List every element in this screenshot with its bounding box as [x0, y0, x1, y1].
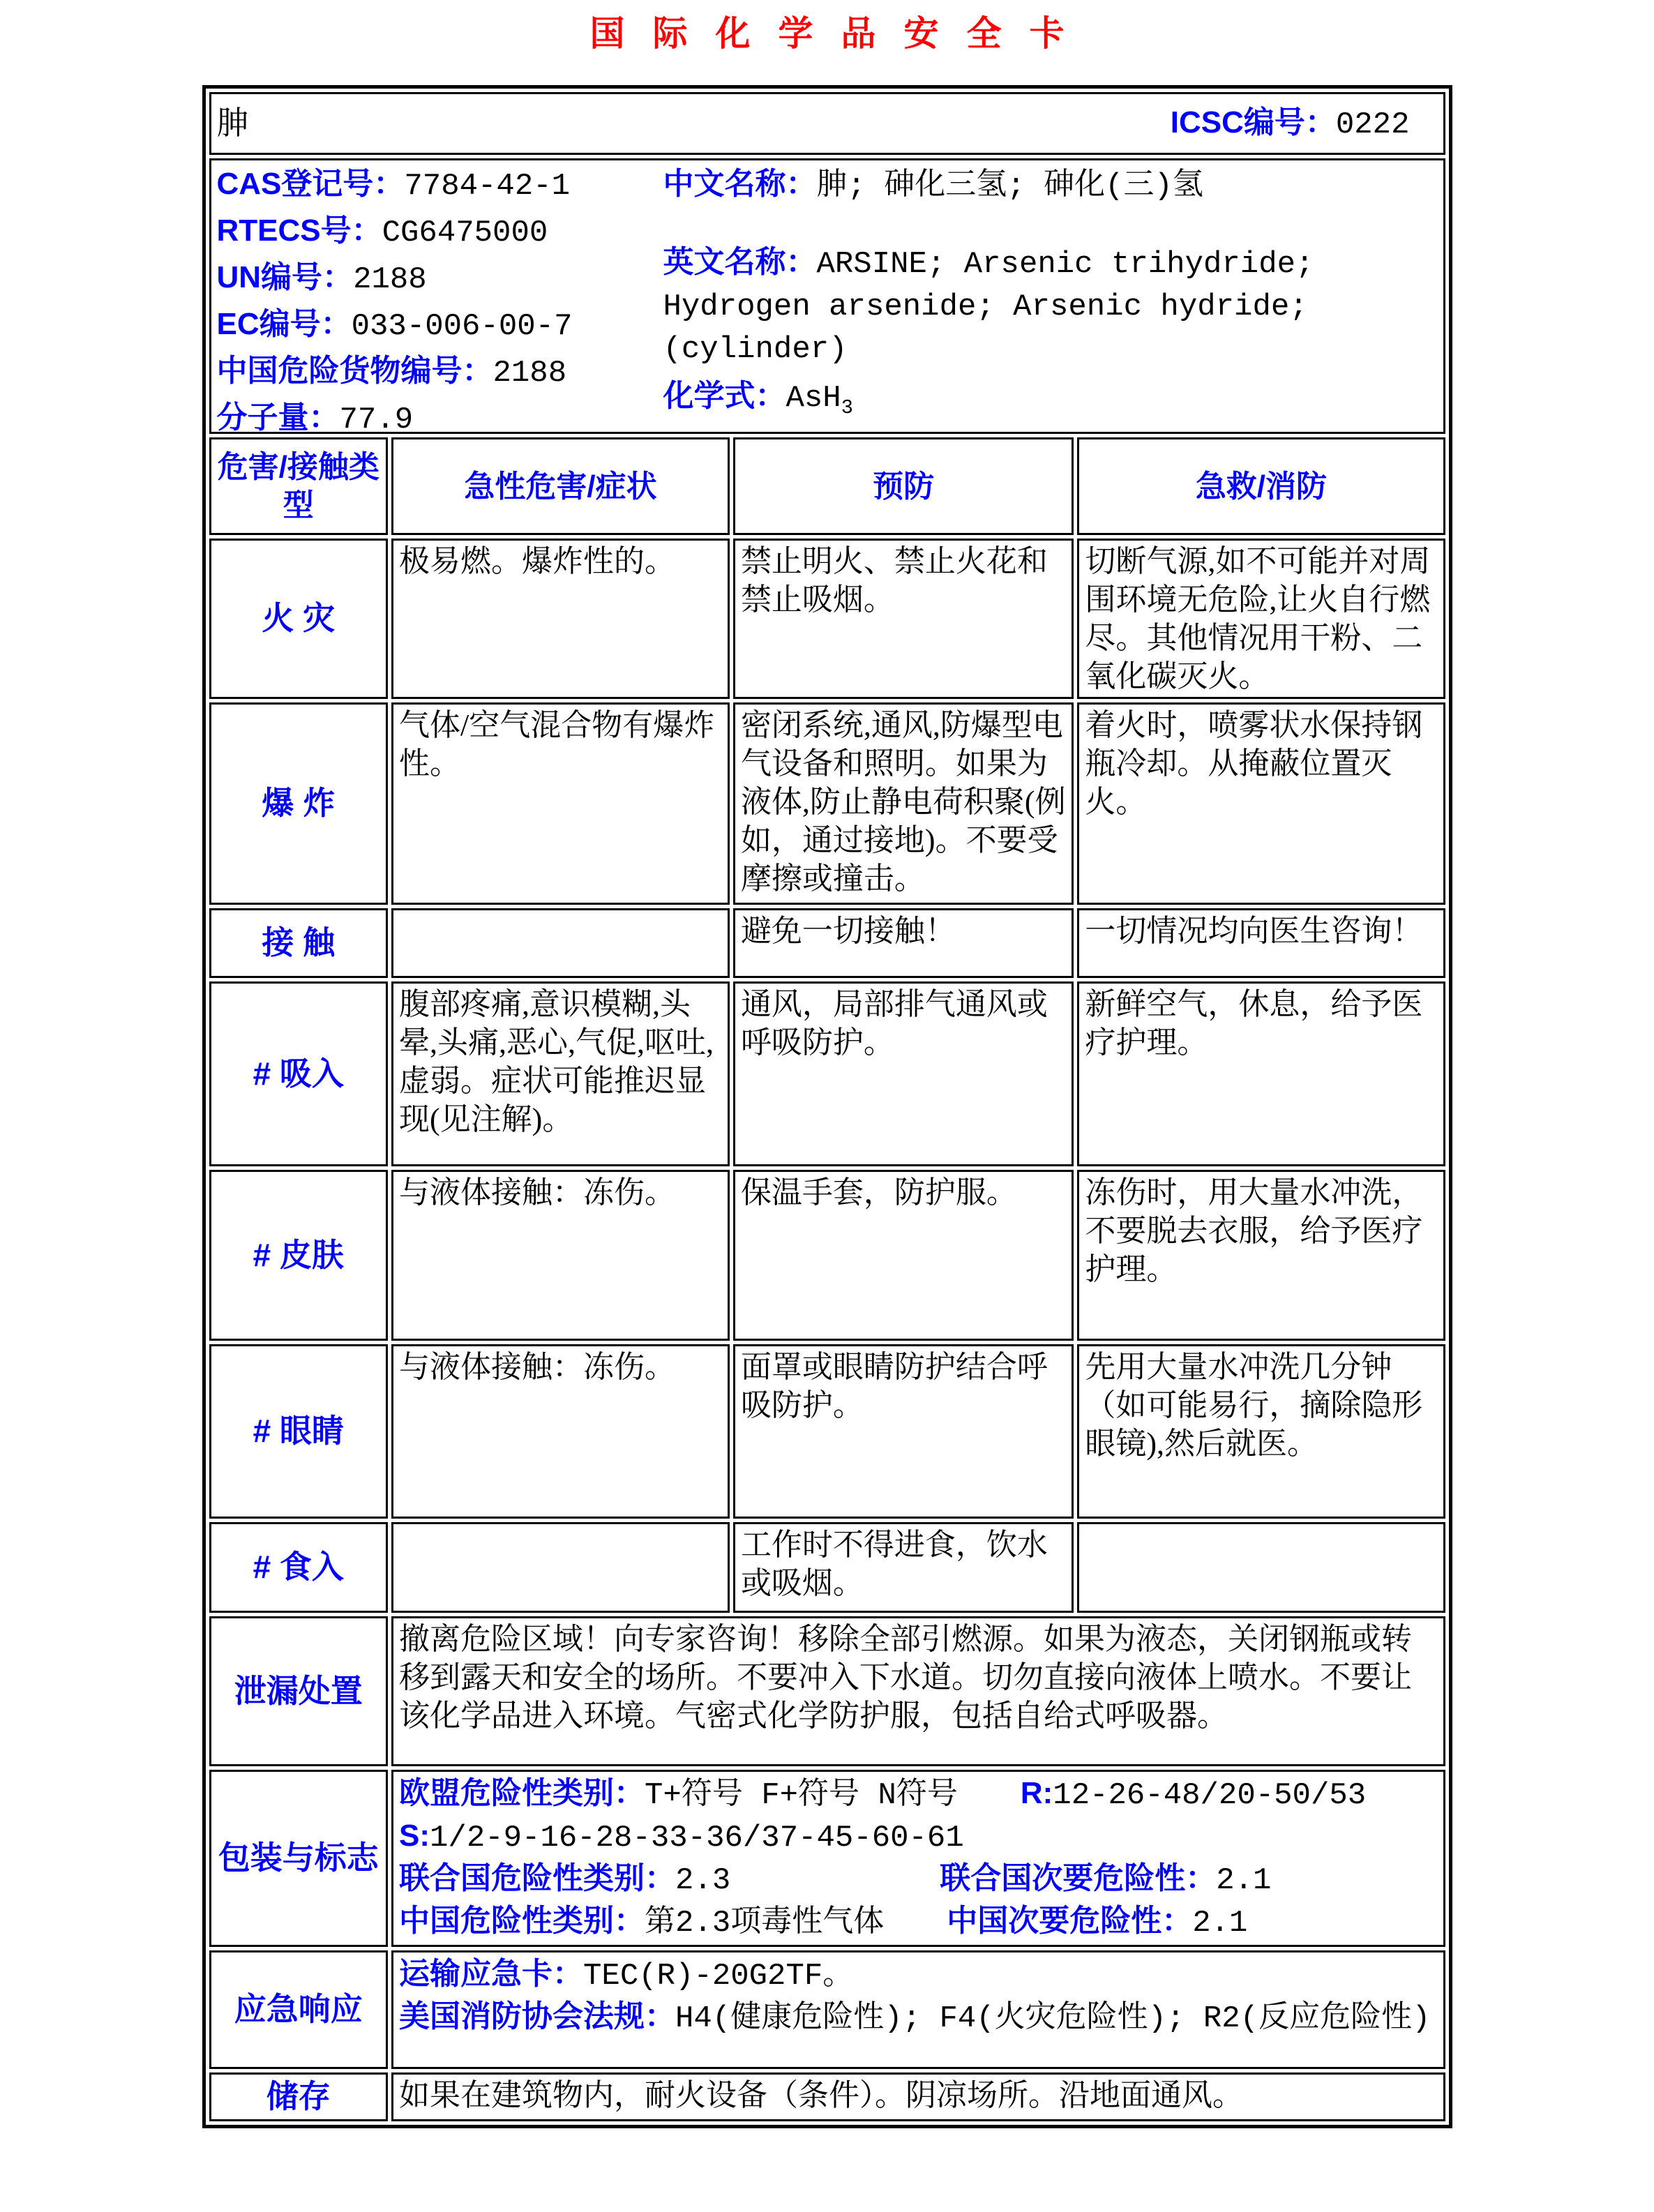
r-phrases-label: R:: [1020, 1776, 1053, 1810]
chinese-name-label: 中文名称：: [663, 167, 817, 201]
prevention-cell: 禁止明火、禁止火花和禁止吸烟。: [733, 539, 1074, 699]
emergency-content: [391, 1950, 1445, 2069]
ec-number-value: 033-006-00-7: [351, 309, 573, 344]
english-name-row: [663, 242, 1347, 370]
hazard-row-explosion: [209, 702, 1445, 905]
identification-section: [216, 162, 1438, 437]
hazard-row-exposure: [209, 908, 1445, 978]
packaging-label: 包装与标志: [209, 1770, 389, 1947]
symptoms-cell: 与液体接触：冻伤。: [391, 1344, 730, 1519]
un-class-line: [399, 1858, 1437, 1901]
chinese-name-row: [663, 162, 1438, 209]
un-class-label: 联合国危险性类别：: [399, 1861, 676, 1895]
symptoms-cell: 极易燃。爆炸性的。: [391, 539, 730, 699]
symptoms-cell: [391, 908, 730, 978]
hazard-row-inhalation: [209, 981, 1445, 1166]
response-cell: 着火时，喷雾状水保持钢瓶冷却。从掩蔽位置灭火。: [1077, 702, 1445, 905]
tec-line: [399, 1954, 1437, 1996]
nfpa-line: [399, 1996, 1437, 2039]
icsc-number: [1171, 103, 1410, 144]
symptoms-cell: 与液体接触：冻伤。: [391, 1170, 730, 1341]
china-dg-number-label: 中国危险货物编号：: [216, 354, 493, 388]
icsc-number-label: ICSC编号：: [1170, 105, 1336, 140]
prevention-cell: 保温手套，防护服。: [733, 1170, 1074, 1341]
formula-row: [663, 374, 1438, 430]
response-cell: 新鲜空气，休息，给予医疗护理。: [1077, 981, 1445, 1166]
symptoms-cell: 腹部疼痛,意识模糊,头晕,头痛,恶心,气促,呕吐,虚弱。症状可能推迟显现(见注解)。: [391, 981, 730, 1166]
english-name-value: ARSINE; Arsenic trihydride; Hydrogen arsenide; Arsenic hydride; (cylinder): [663, 247, 1314, 367]
formula-value: AsH$_3$: [785, 381, 853, 419]
cn-class-value: 第2.3项毒性气体: [645, 1906, 885, 1941]
ec-number-label: EC编号：: [216, 307, 352, 341]
cn-class-line: [399, 1901, 1437, 1943]
hazard-header-prevention: 预防: [733, 437, 1074, 535]
symptoms-cell: [391, 1522, 730, 1613]
nfpa-label: 美国消防协会法规：: [399, 1999, 676, 2033]
prevention-cell: 工作时不得进食，饮水或吸烟。: [733, 1522, 1074, 1613]
cas-number-label: CAS登记号：: [216, 167, 405, 201]
icsc-number-value: 0222: [1335, 107, 1410, 142]
identifier-list: [216, 162, 663, 437]
formula-subscript: 3: [841, 396, 853, 419]
un-number-value: 2188: [353, 262, 427, 297]
hazard-row-fire: [209, 539, 1445, 699]
page-title: 国际化学品安全卡: [589, 14, 1092, 53]
hazard-row-skin: [209, 1170, 1445, 1341]
response-cell: [1077, 1522, 1445, 1613]
hazard-row-eyes: [209, 1344, 1445, 1519]
chinese-name-value: 胂; 砷化三氢; 砷化(三)氢: [816, 169, 1203, 204]
symptoms-cell: 气体/空气混合物有爆炸性。: [391, 702, 730, 905]
eu-class-line: [399, 1773, 1437, 1816]
emergency-label: 应急响应: [209, 1950, 389, 2069]
spill-label: 泄漏处置: [209, 1616, 389, 1766]
china-dg-number-row: [217, 349, 663, 396]
cas-number-row: [217, 162, 663, 209]
response-cell: 冻伤时，用大量水冲洗，不要脱去衣服，给予医疗护理。: [1077, 1170, 1445, 1341]
identification-row: [209, 158, 1445, 434]
card-header: [217, 103, 1438, 144]
packaging-content: [391, 1770, 1445, 1947]
hazard-row-ingestion: [209, 1522, 1445, 1613]
un-sub-value: 2.1: [1216, 1863, 1272, 1898]
hazard-type-cell: 爆 炸: [209, 702, 389, 905]
cn-class-label: 中国危险性类别：: [399, 1904, 645, 1938]
molecular-weight-value: 77.9: [339, 402, 414, 437]
english-name-label: 英文名称：: [663, 245, 817, 279]
hazard-type-cell: # 皮肤: [209, 1170, 389, 1341]
hazard-header-row: [209, 437, 1445, 535]
molecular-weight-row: [217, 396, 663, 442]
hazard-type-cell: # 食入: [209, 1522, 389, 1613]
prevention-cell: 面罩或眼睛防护结合呼吸防护。: [733, 1344, 1074, 1519]
substance-name: 胂: [216, 105, 249, 142]
formula-label: 化学式：: [663, 379, 786, 414]
prevention-cell: 避免一切接触！: [733, 908, 1074, 978]
s-phrases-value: 1/2-9-16-28-33-36/37-45-60-61: [430, 1821, 964, 1856]
ec-number-row: [217, 302, 663, 349]
packaging-row: [209, 1770, 1445, 1947]
storage-label: 储存: [209, 2072, 389, 2121]
rtecs-number-value: CG6475000: [382, 216, 548, 250]
hazard-header-response: 急救/消防: [1077, 437, 1445, 535]
name-list: [663, 162, 1438, 430]
nfpa-value: H4(健康危险性); F4(火灾危险性); R2(反应危险性): [675, 2001, 1431, 2036]
s-phrases-line: [399, 1816, 1437, 1858]
cas-number-value: 7784-42-1: [404, 169, 571, 204]
s-phrases-label: S:: [399, 1819, 430, 1853]
card-header-cell: [209, 92, 1445, 155]
molecular-weight-label: 分子量：: [216, 400, 340, 435]
cn-sub-value: 2.1: [1192, 1906, 1248, 1941]
hazard-header-symptoms: 急性危害/症状: [391, 437, 730, 535]
un-class-value: 2.3: [675, 1863, 731, 1898]
response-cell: 一切情况均向医生咨询！: [1077, 908, 1445, 978]
hazard-header-type: 危害/接触类型: [209, 437, 389, 535]
response-cell: 切断气源,如不可能并对周围环境无危险,让火自行燃尽。其他情况用干粉、二氧化碳灭火。: [1077, 539, 1445, 699]
spill-text: 撤离危险区域！向专家咨询！移除全部引燃源。如果为液态，关闭钢瓶或转移到露天和安全的场所。不要冲入下水道。切勿直接向液体上喷水。不要让该化学品进入环境。气密式化学防护服，包括自给式呼吸器。: [391, 1616, 1445, 1766]
un-number-row: [217, 255, 663, 302]
storage-row: [209, 2072, 1445, 2121]
rtecs-number-label: RTECS号：: [216, 213, 382, 248]
prevention-cell: 密闭系统,通风,防爆型电气设备和照明。如果为液体,防止静电荷积聚(例如，通过接地)。不要受摩擦或撞击。: [733, 702, 1074, 905]
hazard-type-cell: # 眼睛: [209, 1344, 389, 1519]
card-header-row: [209, 92, 1445, 155]
tec-value: TEC(R)-20G2TF。: [583, 1959, 854, 1994]
un-number-label: UN编号：: [216, 260, 354, 294]
cn-sub-label: 中国次要危险性：: [947, 1904, 1193, 1938]
eu-class-label: 欧盟危险性类别：: [399, 1776, 645, 1810]
china-dg-number-value: 2188: [493, 356, 567, 391]
identification-cell: [209, 158, 1445, 437]
spill-row: [209, 1616, 1445, 1766]
eu-class-value: T+符号 F+符号 N符号: [645, 1778, 958, 1813]
r-phrases-value: 12-26-48/20-50/53: [1053, 1778, 1367, 1813]
response-cell: 先用大量水冲洗几分钟（如可能易行，摘除隐形眼镜),然后就医。: [1077, 1344, 1445, 1519]
un-sub-label: 联合国次要危险性：: [940, 1861, 1217, 1895]
hazard-type-cell: 火 灾: [209, 539, 389, 699]
emergency-row: [209, 1950, 1445, 2069]
storage-text: 如果在建筑物内，耐火设备（条件）。阴凉场所。沿地面通风。: [391, 2072, 1445, 2121]
tec-label: 运输应急卡：: [399, 1957, 584, 1991]
prevention-cell: 通风，局部排气通风或呼吸防护。: [733, 981, 1074, 1166]
rtecs-number-row: [217, 209, 663, 255]
hazard-type-cell: 接 触: [209, 908, 389, 978]
icsc-card-table: [202, 85, 1452, 2128]
hazard-type-cell: # 吸入: [209, 981, 389, 1166]
